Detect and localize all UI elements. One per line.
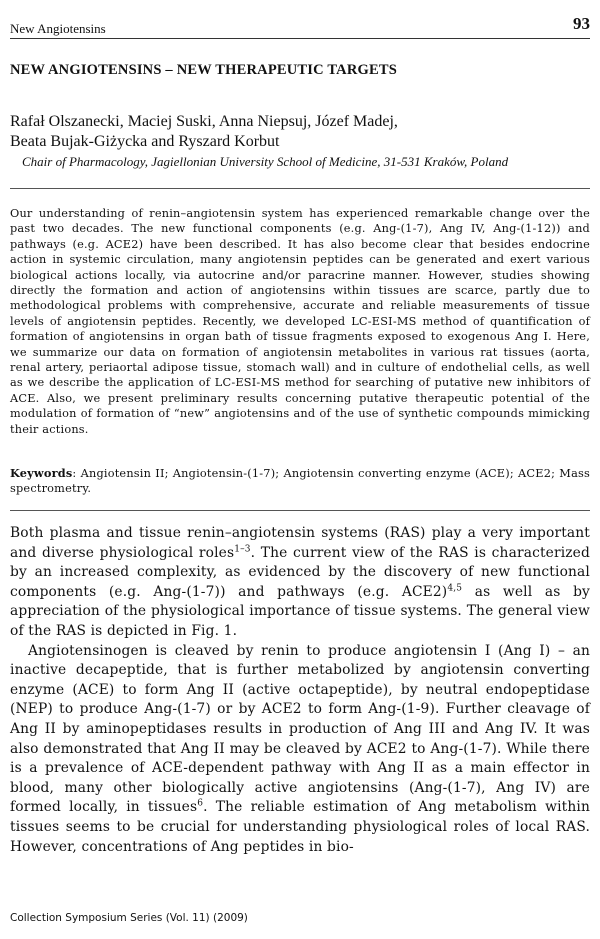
paragraph-1-part-b: . The current view of the RAS is characterized by an increased complexity, as evidenced by the discovery of new functional components (e.g. Ang-(1-7)) and pathways (e.g. ACE2) — [10, 544, 590, 600]
abstract: Our understanding of renin–angiotensin system has experienced remarkable change over the past two decades. The new functional components (e.g. Ang-(1-7), Ang IV, Ang-(1-12)) and pathways (e.g. ACE2) have been described. It has also become clear that besides endocrine action in systemic circulation, many angiotensin peptides can be generated and exert various biological actions locally, via autocrine and/or paracrine manner. However, studies showing directly the formation and action of angiotensins within tissues are scarce, partly due to methodological problems with comprehensive, accurate and reliable measurements of tissue levels of angiotensin peptides. Recently, we developed LC-ESI-MS method of quantification of formation of angiotensins in organ bath of tissue fragments exposed to exogenous Ang I. Here, we summarize our data on formation of angiotensin metabolites in various rat tissues (aorta, renal artery, periaortal adipose tissue, stomach wall) and in culture of endothelial cells, as well as we describe the application of LC-ESI-MS method for searching of putative new inhibitors of ACE. Also, we present preliminary results concerning putative therapeutic potential of the modulation of formation of “new” angiotensins and of the use of synthetic compounds mimicking their actions. — [10, 207, 590, 436]
abstract-bottom-rule — [10, 510, 590, 511]
keywords — [10, 466, 590, 497]
paragraph-2-part-a: Angiotensinogen is cleaved by renin to produce angiotensin I (Ang I) – an inactive decapeptide, that is further metabolized by angiotensin converting enzyme (ACE) to form Ang II (active octapeptide), by neutral endopeptidase (NEP) to produce Ang-(1-7) or by ACE2 to form Ang-(1-9). Further cleavage of Ang II by aminopeptidases results in production of Ang III and Ang IV. It was also demonstrated that Ang II may be cleaved by ACE2 to Ang-(1-7). While there is a prevalence of ACE-dependent pathway with Ang II as a main effector in blood, many other biologically active angiotensins (Ang-(1-7), Ang IV) are formed locally, in tissues — [10, 642, 590, 816]
paragraph-2-part-b: . The reliable estimation of Ang metabolism within tissues seems to be crucial for understanding physiological roles of local RAS. However, concentrations of Ang peptides in bio- — [10, 799, 590, 855]
paragraph-2 — [10, 642, 590, 858]
keywords-text: : Angiotensin II; Angiotensin-(1-7); Angiotensin converting enzyme (ACE); ACE2; Mass spectrometry. — [10, 467, 590, 496]
running-title: New Angiotensins — [10, 21, 106, 36]
keywords-label: Keywords — [10, 466, 73, 480]
author-list — [10, 112, 590, 152]
affiliation: Chair of Pharmacology, Jagiellonian University School of Medicine, 31-531 Kraków, Poland — [22, 154, 509, 169]
running-header — [10, 12, 590, 39]
paragraph-1-part-a: Both plasma and tissue renin–angiotensin systems (RAS) play a very important and diverse physiological roles — [10, 525, 590, 561]
abstract-top-rule — [10, 188, 590, 189]
paragraph-1 — [10, 524, 590, 642]
citation-1-3: 1–3 — [234, 544, 251, 554]
article-title: NEW ANGIOTENSINS – NEW THERAPEUTIC TARGETS — [10, 62, 397, 78]
footer-series: Collection Symposium Series (Vol. 11) (2009) — [10, 912, 248, 924]
journal-page — [10, 0, 590, 939]
authors-line-1: Rafał Olszanecki, Maciej Suski, Anna Niepsuj, Józef Madej, — [10, 113, 398, 130]
body-text — [10, 524, 590, 857]
citation-6: 6 — [197, 798, 204, 809]
citation-4-5: 4,5 — [447, 583, 463, 594]
paragraph-1-part-c: as well as by appreciation of the physiological importance of tissue systems. The general view of the RAS is depicted in Fig. 1. — [10, 583, 590, 639]
authors-line-2: Beata Bujak-Giżycka and Ryszard Korbut — [10, 133, 280, 150]
page-number: 93 — [573, 14, 590, 33]
